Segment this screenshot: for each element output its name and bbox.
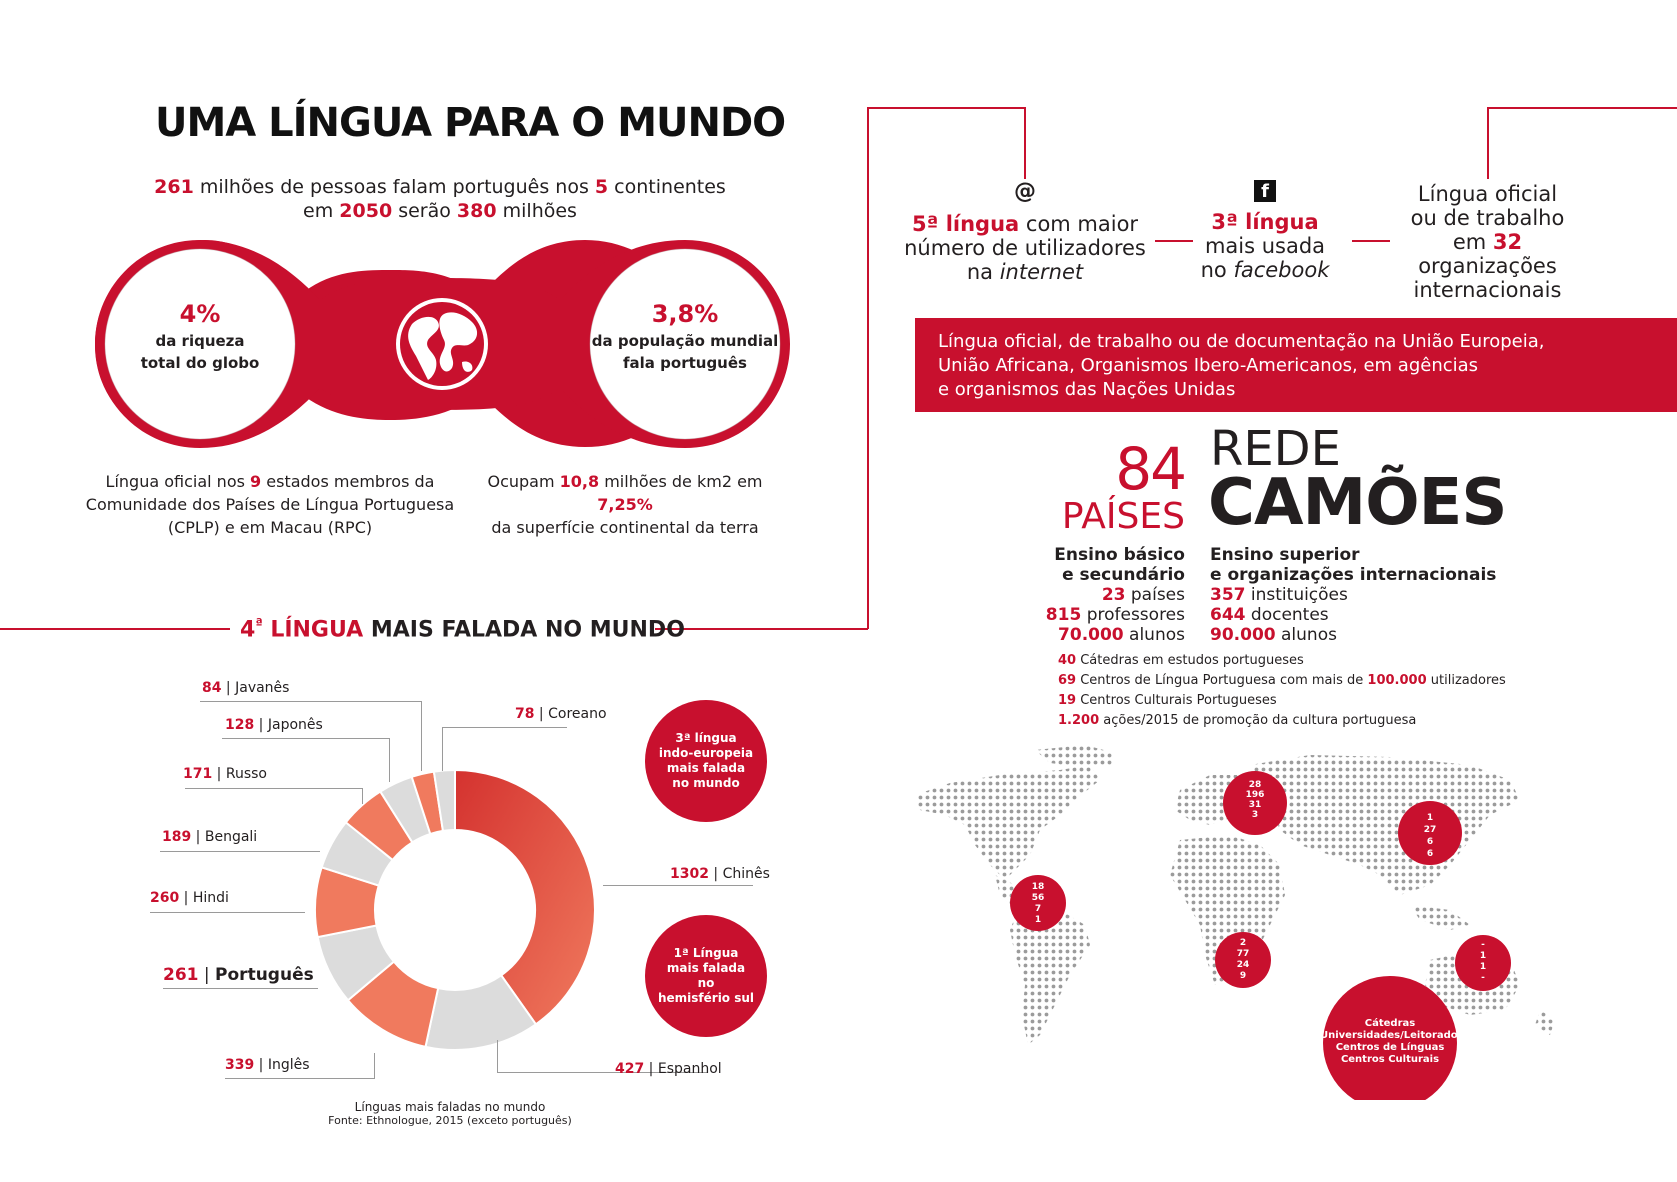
leader-ingles-v bbox=[374, 1053, 375, 1079]
camoes-label: CAMÕES bbox=[1208, 466, 1507, 540]
official-language-banner: Língua oficial, de trabalho ou de documentação na União Europeia, União Africana, Organismos Ibero-Americanos, em agências e organismos das Nações Unidas bbox=[915, 318, 1677, 412]
label-portugues: 261 | Português bbox=[163, 965, 314, 985]
chart-caption: Línguas mais faladas no mundo Fonte: Ethnologue, 2015 (exceto português) bbox=[328, 1100, 572, 1127]
oceania-values: - 1 1 - bbox=[1479, 940, 1487, 983]
facebook-icon: f bbox=[1254, 180, 1276, 202]
leader-coreano-h bbox=[442, 727, 567, 728]
americas-values: 18 56 7 1 bbox=[1031, 882, 1045, 925]
divider-line-mid bbox=[655, 628, 868, 630]
globe-icon bbox=[396, 298, 488, 390]
label-ingles: 339 | Inglês bbox=[225, 1057, 310, 1073]
frame-vertical bbox=[867, 107, 869, 629]
rede-list: 40 Cátedras em estudos portugueses 69 Centros de Língua Portuguesa com mais de 100.000 utilizadores 19 Centros Culturais Portugueses 1.200 ações/2015 de promoção da cultura portuguesa bbox=[1058, 653, 1506, 728]
leader-portugues bbox=[163, 988, 318, 989]
ranking-title: $4^ª$ LÍNGUA MAIS FALADA NO MUNDO bbox=[240, 617, 685, 643]
label-chines: 1302 | Chinês bbox=[670, 866, 770, 882]
leader-hindi bbox=[150, 912, 305, 913]
leader-espanhol-v bbox=[497, 1040, 498, 1073]
label-espanhol: 427 | Espanhol bbox=[615, 1061, 722, 1077]
speakers-line-1: 261 milhões de pessoas falam português nos 5 continentes bbox=[154, 176, 726, 198]
leader-russo-h bbox=[185, 788, 363, 789]
stat-internet: @ 5ª língua com maior número de utilizadores na internet bbox=[895, 180, 1155, 284]
at-icon: @ bbox=[1014, 179, 1036, 204]
label-javanes: 84 | Javanês bbox=[202, 680, 290, 696]
circle-left-content: 4% da riqueza total do globo bbox=[140, 300, 260, 372]
leader-coreano-v bbox=[442, 727, 443, 771]
countries-number: 84 bbox=[1115, 435, 1185, 503]
label-japones: 128 | Japonês bbox=[225, 717, 323, 733]
bubble-southern-hemisphere: 1ª Língua mais falada no hemisfério sul bbox=[645, 915, 767, 1037]
stat-connector-2 bbox=[1352, 240, 1390, 242]
speakers-line-2: em 2050 serão 380 milhões bbox=[303, 200, 577, 222]
leader-chines bbox=[603, 885, 753, 886]
divider-line-left bbox=[0, 628, 230, 630]
europe-values: 28 196 31 3 bbox=[1245, 780, 1265, 820]
label-bengali: 189 | Bengali bbox=[162, 829, 258, 845]
leader-javanes-h bbox=[200, 701, 422, 702]
higher-education-block: Ensino superior e organizações internacionais 357 instituições 644 docentes 90.000 alunos bbox=[1210, 545, 1497, 645]
page-title: UMA LÍNGUA PARA O MUNDO bbox=[155, 100, 786, 146]
leader-ingles-h bbox=[225, 1078, 375, 1079]
donut-chart bbox=[300, 760, 620, 1080]
stat-organizations: Língua oficial ou de trabalho em 32 organizações internacionais bbox=[1410, 182, 1565, 302]
fact-cplp: Língua oficial nos 9 estados membros da Comunidade dos Países de Língua Portuguesa (CPLP) e em Macau (RPC) bbox=[85, 472, 455, 537]
frame-top-right bbox=[1487, 107, 1677, 109]
label-russo: 171 | Russo bbox=[183, 766, 267, 782]
leader-russo-v bbox=[362, 788, 363, 804]
bubble-indo-european: 3ª língua indo-europeia mais falada no mundo bbox=[645, 700, 767, 822]
frame-top bbox=[867, 107, 1025, 109]
frame-drop-1 bbox=[1024, 107, 1026, 179]
asia-values: 1 27 6 6 bbox=[1423, 813, 1437, 859]
leader-japones-v bbox=[389, 738, 390, 782]
label-coreano: 78 | Coreano bbox=[515, 706, 607, 722]
frame-drop-2 bbox=[1487, 107, 1489, 179]
map-legend: Cátedras Universidades/Leitorados Centros de Línguas Centros Culturais bbox=[1320, 1018, 1464, 1065]
label-hindi: 260 | Hindi bbox=[150, 890, 229, 906]
leader-javanes-v bbox=[421, 701, 422, 771]
countries-label: PAÍSES bbox=[1061, 496, 1185, 537]
fact-area: Ocupam 10,8 milhões de km2 em 7,25% da superfície continental da terra bbox=[487, 472, 763, 537]
rede-label: REDE bbox=[1210, 421, 1341, 477]
leader-japones-h bbox=[222, 738, 390, 739]
africa-values: 2 77 24 9 bbox=[1236, 938, 1250, 981]
basic-education-block: Ensino básico e secundário 23 países 815 professores 70.000 alunos bbox=[1045, 545, 1185, 645]
leader-bengali bbox=[160, 851, 320, 852]
circle-right-content: 3,8% da população mundial fala português bbox=[591, 300, 779, 372]
stat-facebook: f 3ª língua mais usada no facebook bbox=[1200, 181, 1330, 282]
